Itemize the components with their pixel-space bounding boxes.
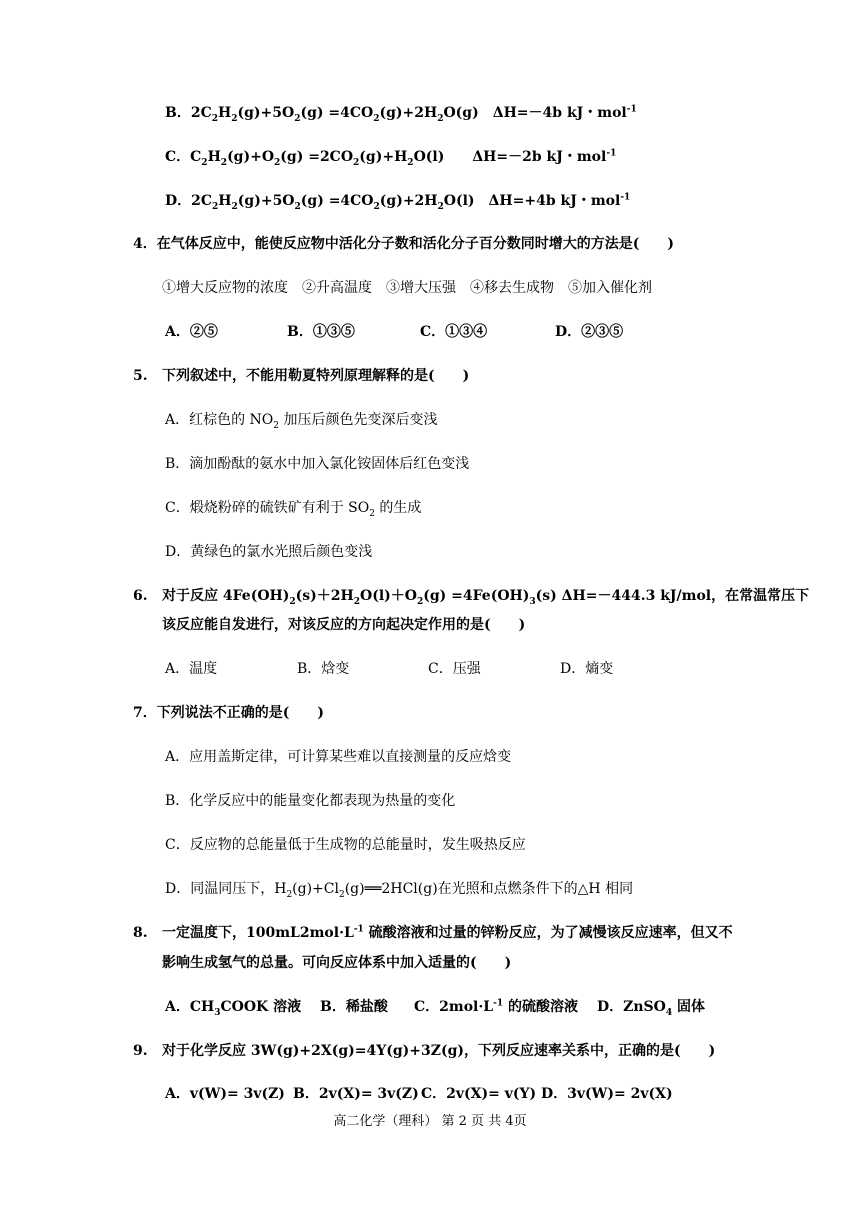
q6-option-d: D．熵变 — [560, 661, 614, 677]
q5-option-d: D．黄绿色的氯水光照后颜色变浅 — [165, 544, 373, 560]
q9-option-a: A．v(W)= 3v(Z) — [165, 1086, 285, 1102]
q3-option-b: B．$2C_2H_2(g)+5O_2(g) =4CO_2(g)+2H_2O(g)$ ΔH=－4b kJ・mol$^{-1}$ — [165, 104, 637, 124]
q4-option-a: A．②⑤ — [165, 324, 218, 340]
q8-stem-line1: 一定温度下，$100mL2mol\cdot L^{-1}$ 硫酸溶液和过量的锌粉反应，为了减慢该反应速率，但又不 — [162, 924, 733, 941]
q8-option-b: B．稀盐酸 — [320, 999, 388, 1015]
q6-option-c: C．压强 — [428, 661, 481, 677]
q7-option-d: D．同温同压下，$H_2(g)+Cl_2(g)══2HCl(g)$在光照和点燃条件下的△H 相同 — [165, 881, 634, 900]
q6-option-a: A．温度 — [165, 661, 218, 677]
q9-option-b: B．2v(X)= 3v(Z) — [293, 1086, 419, 1102]
q5-number: 5. — [133, 368, 148, 384]
q7-option-c: C．反应物的总能量低于生成物的总能量时，发生吸热反应 — [165, 837, 526, 853]
q7-option-a: A．应用盖斯定律，可计算某些难以直接测量的反应焓变 — [165, 749, 512, 765]
q6-stem-line1: 对于反应 $4Fe(OH)_2(s)+2H_2O(l)+O_2(g) =4Fe(OH)_3(s)$ ΔH=－444.3 kJ/mol，在常温常压下 — [162, 588, 810, 607]
q5-option-c: C．煅烧粉碎的硫铁矿有利于 $SO_2$ 的生成 — [165, 500, 422, 519]
q6-option-b: B．焓变 — [297, 661, 350, 677]
page-footer: 高二化学（理科） 第 2 页 共 4页 — [333, 1114, 527, 1129]
q8-option-d: D．ZnSO$_4$ 固体 — [597, 999, 705, 1018]
q8-number: 8. — [133, 925, 148, 941]
q6-number: 6. — [133, 588, 148, 604]
q8-stem-line2: 影响生成氢气的总量。可向反应体系中加入适量的( ) — [162, 955, 512, 971]
q4-option-c: C．①③④ — [420, 324, 488, 340]
q4-items: ①增大反应物的浓度 ②升高温度 ③增大压强 ④移去生成物 ⑤加入催化剂 — [162, 280, 652, 296]
q7-stem: 7．下列说法不正确的是( ) — [133, 705, 324, 721]
q5-option-a: A．红棕色的 $NO_2$ 加压后颜色先变深后变浅 — [165, 412, 438, 431]
q3-option-c: C．$C_2H_2(g)+O_2(g) =2CO_2(g)+H_2O(l)$ ΔH=－2b kJ・mol$^{-1}$ — [165, 148, 617, 168]
q4-option-b: B．①③⑤ — [287, 324, 355, 340]
q4-stem: 4．在气体反应中，能使反应物中活化分子数和活化分子百分数同时增大的方法是( ) — [133, 236, 674, 252]
q5-option-b: B．滴加酚酞的氨水中加入氯化铵固体后红色变浅 — [165, 456, 470, 472]
q6-stem-line2: 该反应能自发进行，对该反应的方向起决定作用的是( ) — [162, 617, 526, 633]
q3-option-d: D．$2C_2H_2(g)+5O_2(g) =4CO_2(g)+2H_2O(l)$ ΔH=+4b kJ・mol$^{-1}$ — [165, 192, 631, 212]
q9-option-c: C．2v(X)= v(Y) — [421, 1086, 537, 1102]
q9-number: 9. — [133, 1043, 148, 1059]
q7-option-b: B．化学反应中的能量变化都表现为热量的变化 — [165, 793, 456, 809]
q9-stem: 对于化学反应 3W(g)+2X(g)=4Y(g)+3Z(g)，下列反应速率关系中，正确的是( ) — [162, 1043, 716, 1059]
q9-option-d: D．3v(W)= 2v(X) — [541, 1086, 673, 1102]
q8-option-a: A．$CH_3COOK$ 溶液 — [165, 999, 302, 1018]
q4-option-d: D．②③⑤ — [555, 324, 624, 340]
q5-stem: 下列叙述中，不能用勒夏特列原理解释的是( ) — [162, 368, 470, 384]
q8-option-c: C．$2mol\cdot L^{-1}$ 的硫酸溶液 — [414, 998, 578, 1015]
